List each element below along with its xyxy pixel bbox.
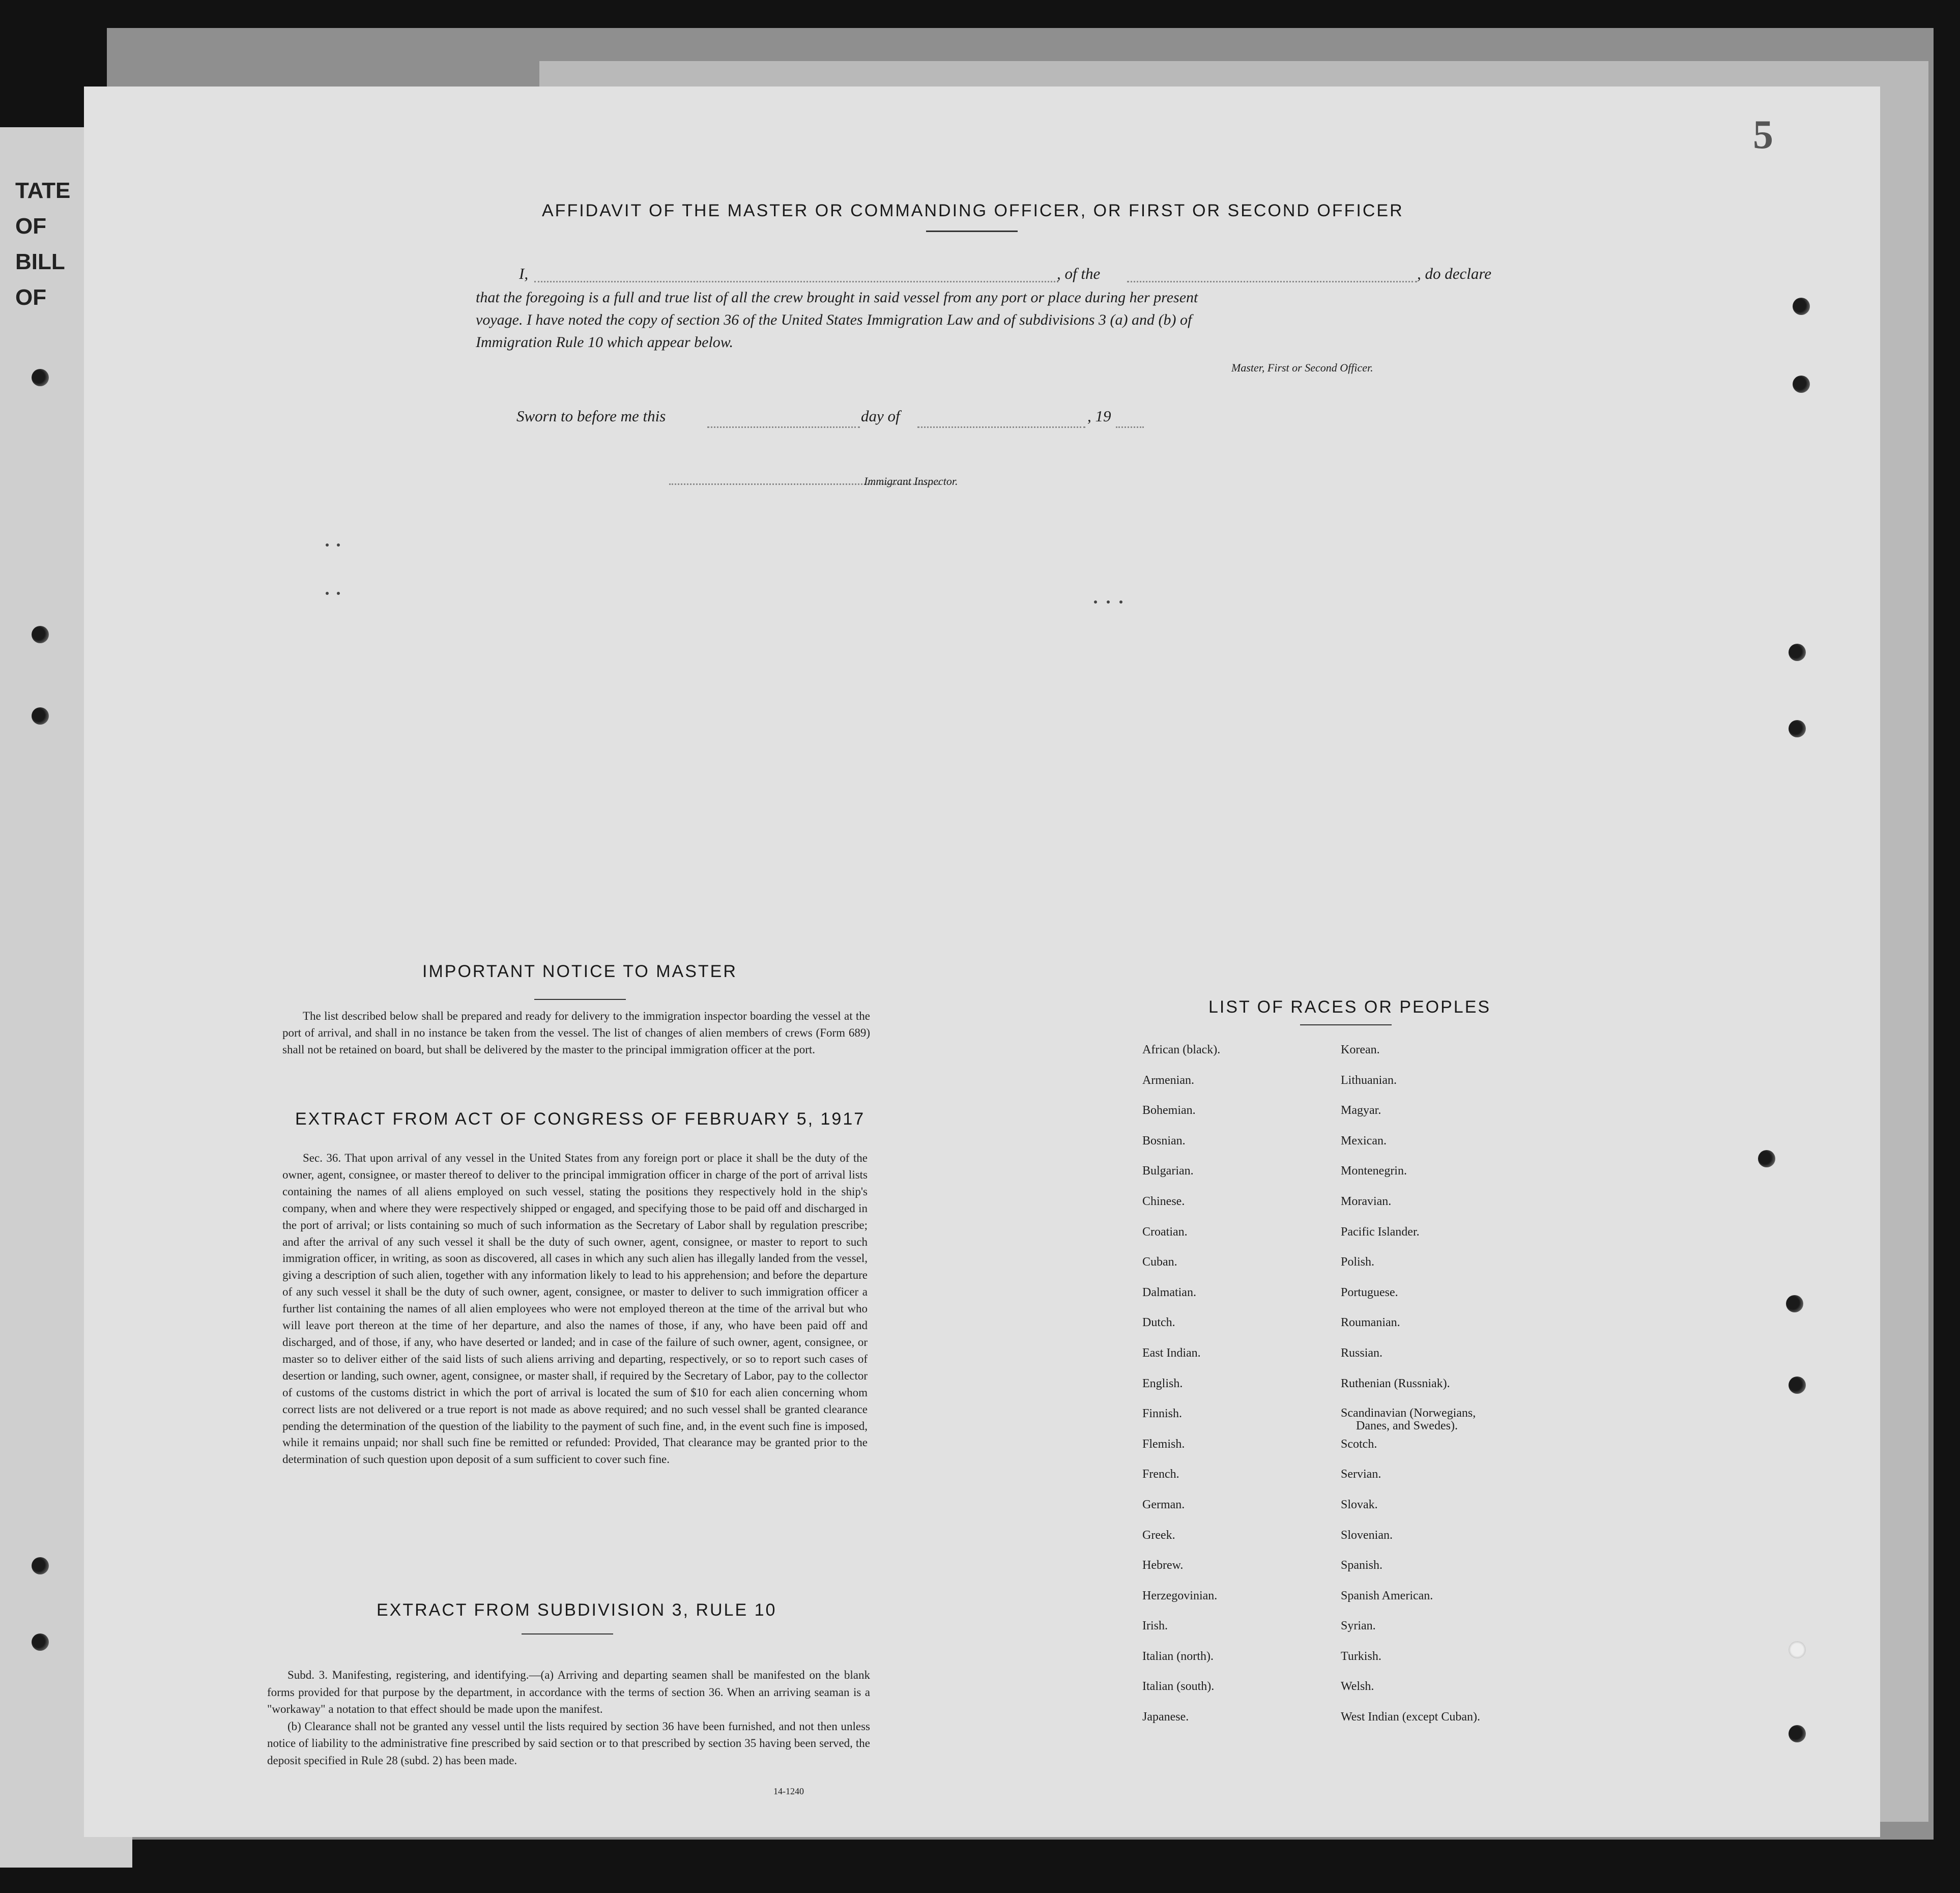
scan-mark <box>337 543 340 547</box>
race-item: Polish. <box>1341 1255 1375 1269</box>
race-item: French. <box>1142 1468 1179 1481</box>
punch-hole-icon <box>1793 298 1810 315</box>
race-item: Magyar. <box>1341 1104 1381 1117</box>
race-item: Korean. <box>1341 1043 1380 1056</box>
race-item: Bulgarian. <box>1142 1164 1194 1178</box>
sworn-day-fill-line <box>707 426 860 428</box>
form-number: 14-1240 <box>773 1786 804 1796</box>
scan-mark <box>326 543 329 547</box>
races-left-column <box>1142 1043 1220 1741</box>
race-item: Italian (south). <box>1142 1680 1215 1694</box>
race-item: Russian. <box>1341 1346 1383 1360</box>
punch-hole-icon <box>1789 644 1806 661</box>
race-item: Bohemian. <box>1142 1104 1196 1117</box>
punch-hole-icon <box>1786 1295 1803 1312</box>
notice-text <box>282 1008 870 1058</box>
vessel-fill-line <box>1127 281 1417 282</box>
punch-hole-icon <box>32 626 49 643</box>
scan-mark <box>1119 600 1122 604</box>
race-item: Croatian. <box>1142 1225 1188 1239</box>
race-item: Syrian. <box>1341 1619 1376 1633</box>
scan-mark <box>1094 600 1097 604</box>
race-item: Italian (north). <box>1142 1649 1214 1663</box>
act-extract-paragraph: Sec. 36. That upon arrival of any vessel in the United States from any foreign port or place it shall be the duty of the owner, agent, consignee, or master thereof to deliver to the principal immigration officer in charge of the port of arrival lists containing the names of all aliens employed on such vessel, stating the positions they respectively hold in the ship's company, when and where they were respectively shipped or engaged, and specifying those to be paid off and discharged in the port of arrival; or lists containing so much of such information as the Secretary of Labor shall by regulation prescribe; and after the arrival of any such vessel it shall be the duty of such owner, agent, consignee, or master to report to such immigration officer, in writing, as soon as discovered, all cases in which any such alien has illegally landed from the vessel, giving a description of such alien, together with any information likely to lead to his apprehension; and before the departure of any such vessel it shall be the duty of such owner, agent, consignee, or master to deliver to such immigration officer a further list containing the names of all alien employees who were not employed thereon at the time of the arrival but who will leave port thereon at the time of her departure, and also the names of those, if any, who have been paid off and discharged, and of those, if any, who have deserted or landed; and in case of the failure of such owner, agent, consignee, or master so to deliver either of the said lists of such aliens arriving and departing, respectively, or so to report such cases of desertion or landing, such owner, agent, consignee, or master shall, if required by the Secretary of Labor, pay to the collector of customs of the customs district in which the port of arrival is located the sum of $10 for each alien concerning whom correct lists are not delivered or a true report is not made as above required; and no such vessel shall be granted clearance pending the determination of the question of the liability to the payment of such fine, and, in the event such fine is imposed, while it remains unpaid; nor shall such fine be remitted or refunded: Provided, That clearance may be granted prior to the determination of such question upon deposit of a sum sufficient to cover such fine. <box>282 1152 868 1466</box>
edge-stub-line: BILL OF <box>15 249 65 310</box>
inspector-label: Immigrant Inspector. <box>864 475 958 487</box>
race-item: Scotch. <box>1341 1437 1377 1451</box>
races-right-column <box>1341 1043 1480 1741</box>
scan-mark <box>1107 600 1110 604</box>
sworn-year-fill-line <box>1116 426 1144 428</box>
punch-hole-icon <box>1758 1150 1775 1167</box>
notice-rule <box>534 999 626 1000</box>
race-item: Servian. <box>1341 1468 1381 1481</box>
affidavit-line: that the foregoing is a full and true list of all the crew brought in said vessel from any port or place during her present <box>476 289 1198 306</box>
race-item: Moravian. <box>1341 1194 1392 1208</box>
race-item: Lithuanian. <box>1341 1073 1397 1087</box>
race-item: Bosnian. <box>1142 1134 1186 1148</box>
race-item: Finnish. <box>1142 1407 1183 1421</box>
race-item: Roumanian. <box>1341 1316 1400 1330</box>
edge-stub-line: TATE OF <box>15 178 71 239</box>
punch-hole-icon <box>1789 1641 1806 1658</box>
race-item: Portuguese. <box>1341 1285 1398 1299</box>
race-item: Ruthenian (Russniak). <box>1341 1376 1450 1390</box>
title-rule <box>926 231 1018 232</box>
race-item: Irish. <box>1142 1619 1168 1633</box>
race-item: African (black). <box>1142 1043 1221 1056</box>
race-item: Chinese. <box>1142 1194 1185 1208</box>
race-item: Slovak. <box>1341 1498 1378 1511</box>
race-item: Dutch. <box>1142 1316 1175 1330</box>
race-item: Flemish. <box>1142 1437 1185 1451</box>
scan-mark <box>337 592 340 595</box>
punch-hole-icon <box>1789 720 1806 737</box>
master-signature-label: Master, First or Second Officer. <box>1231 361 1373 374</box>
notice-title: IMPORTANT NOTICE TO MASTER <box>422 962 737 981</box>
race-item: East Indian. <box>1142 1346 1201 1360</box>
rule-extract-rule <box>522 1633 613 1634</box>
race-item: Mexican. <box>1341 1134 1387 1148</box>
race-item: Spanish. <box>1341 1559 1383 1572</box>
affidavit-line: Immigration Rule 10 which appear below. <box>476 334 734 351</box>
punch-hole-icon <box>32 1557 49 1574</box>
punch-hole-icon <box>1789 1376 1806 1394</box>
race-item: Herzegovinian. <box>1142 1589 1218 1602</box>
race-item <box>1341 1407 1480 1438</box>
race-item: Hebrew. <box>1142 1559 1184 1572</box>
form-page <box>84 87 1880 1837</box>
affidavit-title: AFFIDAVIT OF THE MASTER OR COMMANDING OFFICER, OR FIRST OR SECOND OFFICER <box>542 201 1404 220</box>
sworn-year: , 19 <box>1087 407 1111 425</box>
punch-hole-icon <box>1793 376 1810 393</box>
race-item: West Indian (except Cuban). <box>1341 1710 1480 1724</box>
race-item: Cuban. <box>1142 1255 1177 1269</box>
punch-hole-icon <box>32 1633 49 1651</box>
races-title: LIST OF RACES OR PEOPLES <box>1208 997 1491 1017</box>
punch-hole-icon <box>1789 1725 1806 1742</box>
race-item: Turkish. <box>1341 1649 1381 1663</box>
races-rule <box>1300 1024 1392 1025</box>
sworn-month-fill-line <box>917 426 1085 428</box>
race-item: Spanish American. <box>1341 1589 1433 1602</box>
punch-hole-icon <box>32 707 49 725</box>
act-extract-text <box>282 1150 868 1468</box>
race-item-line: Scandinavian (Norwegians, <box>1341 1407 1476 1420</box>
rule-extract-text <box>267 1667 870 1769</box>
race-item: Japanese. <box>1142 1710 1189 1724</box>
race-item: Welsh. <box>1341 1680 1374 1694</box>
race-item: Dalmatian. <box>1142 1285 1196 1299</box>
affidavit-declare: , do declare <box>1417 265 1492 282</box>
race-item: Armenian. <box>1142 1073 1194 1087</box>
sworn-prefix: Sworn to before me this <box>516 407 666 425</box>
rule-extract-paragraph-a: Subd. 3. Manifesting, registering, and identifying.—(a) Arriving and departing seamen shall be manifested on the blank forms provided for that purpose by the department, in accordance with the terms of section 36. When an arriving seaman is a "workaway" a notation to that effect should be made upon the manifest. <box>267 1669 870 1715</box>
rule-extract-title: EXTRACT FROM SUBDIVISION 3, RULE 10 <box>377 1600 777 1620</box>
punch-hole-icon <box>32 369 49 386</box>
race-item: English. <box>1142 1376 1183 1390</box>
sworn-day-of: day of <box>861 407 900 425</box>
name-fill-line <box>534 281 1058 282</box>
race-item: German. <box>1142 1498 1185 1511</box>
race-item: Pacific Islander. <box>1341 1225 1420 1239</box>
race-item-line: Danes, and Swedes). <box>1356 1419 1458 1433</box>
affidavit-i: I, <box>519 265 529 282</box>
race-item: Montenegrin. <box>1341 1164 1407 1178</box>
race-item: Slovenian. <box>1341 1528 1393 1542</box>
page-marker: 5 <box>1753 112 1773 157</box>
scan-mark <box>326 592 329 595</box>
notice-paragraph: The list described below shall be prepared and ready for delivery to the immigration inspector boarding the vessel at the port of arrival, and shall in no instance be taken from the vessel. The list of changes of alien members of crews (Form 689) shall not be retained on board, but shall be delivered by the master to the principal immigration officer at the port. <box>282 1010 870 1056</box>
race-item: Greek. <box>1142 1528 1175 1542</box>
affidavit-of-the: , of the <box>1057 265 1101 282</box>
affidavit-line: voyage. I have noted the copy of section 36 of the United States Immigration Law and of subdivisions 3 (a) and (b) of <box>476 311 1192 328</box>
rule-extract-paragraph-b: (b) Clearance shall not be granted any vessel until the lists required by section 36 have been furnished, and not then unless notice of liability to the administrative fine prescribed by said section or to that prescribed by section 35 having been served, the deposit specified in Rule 28 (subd. 2) has been made. <box>267 1719 870 1767</box>
act-extract-title: EXTRACT FROM ACT OF CONGRESS OF FEBRUARY 5, 1917 <box>295 1109 866 1129</box>
